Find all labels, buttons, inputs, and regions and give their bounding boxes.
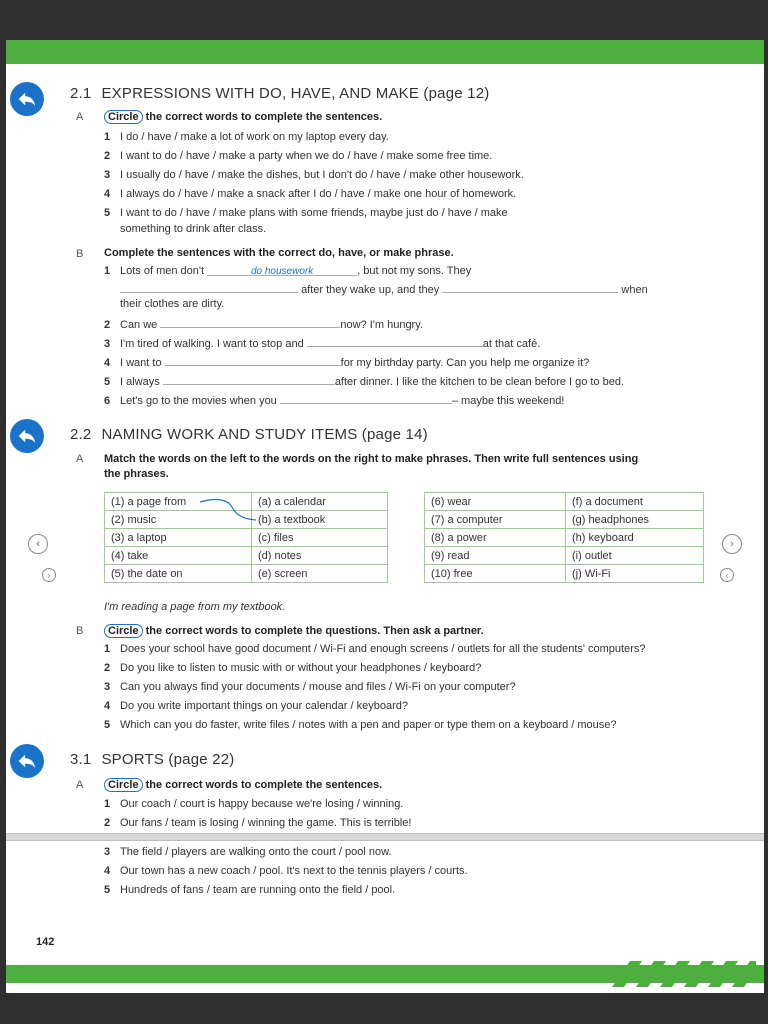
answer-blank[interactable] [165,355,341,366]
exercise-item: 5 I want to do / have / make plans with some friends, maybe just do / have / make [104,207,508,219]
table-cell[interactable]: (a) a calendar [252,493,388,511]
exercise-instruction: Match the words on the left to the words on the right to make phrases. Then write full sentences using [104,453,639,465]
table-cell[interactable]: (b) a textbook [252,511,388,529]
table-cell[interactable]: (3) a laptop [105,529,252,547]
exercise-item: 3 I usually do / have / make the dishes, but I don't do / have / make other housework. [104,169,524,181]
exercise-instruction: the phrases. [104,468,169,480]
exercise-letter: B [76,625,84,637]
table-row [105,529,388,547]
table-cell[interactable]: (4) take [105,547,252,565]
match-table-right [424,492,704,583]
exercise-letter: A [76,779,84,791]
table-row [105,565,388,583]
table-row [105,547,388,565]
swap-left-icon[interactable]: ‹ [720,568,734,582]
fill-item: 1 Lots of men don't do housework , but not my sons. They [104,265,472,277]
exercise-item: 1 Does your school have good document / Wi-Fi and enough screens / outlets for all the students' computers? [104,643,646,655]
table-cell[interactable]: (10) free [425,565,566,583]
section-title-2-2: 2.2 NAMING WORK AND STUDY ITEMS (page 14) [70,426,428,443]
table-cell[interactable]: (1) a page from [105,493,252,511]
table-cell[interactable]: (5) the date on [105,565,252,583]
page-number: 142 [36,936,55,948]
exercise-item-continued: something to drink after class. [120,223,267,235]
back-arrow-icon[interactable] [10,744,44,778]
table-cell[interactable]: (i) outlet [566,547,704,565]
table-cell[interactable]: (e) screen [252,565,388,583]
answer-blank[interactable] [120,282,298,293]
table-cell[interactable]: (j) Wi-Fi [566,565,704,583]
back-arrow-icon[interactable] [10,82,44,116]
exercise-item: 3 Can you always find your documents / mouse and files / Wi-Fi on your computer? [104,681,516,693]
table-cell[interactable]: (d) notes [252,547,388,565]
exercise-item: 2 I want to do / have / make a party when we do / have / make some free time. [104,150,493,162]
table-cell[interactable]: (g) headphones [566,511,704,529]
exercise-letter: B [76,248,84,260]
table-cell[interactable]: (6) wear [425,493,566,511]
exercise-item: 4 Our town has a new coach / pool. It's next to the tennis players / courts. [104,865,468,877]
example-sentence: I'm reading a page from my textbook. [104,601,286,613]
exercise-item: 4 Do you write important things on your calendar / keyboard? [104,700,408,712]
table-row [425,547,704,565]
exercise-item: 4 I always do / have / make a snack after I do / have / make one hour of homework. [104,188,517,200]
answer-blank[interactable] [163,374,335,385]
table-cell[interactable]: (h) keyboard [566,529,704,547]
section-title-2-1: 2.1 EXPRESSIONS WITH DO, HAVE, AND MAKE (page 12) [70,85,490,102]
exercise-item: 2 Our fans / team is losing / winning the game. This is terrible! [104,817,412,829]
previous-page-icon[interactable]: ‹ [28,534,48,554]
fill-item-continued: after they wake up, and they when [120,282,648,296]
table-row [425,529,704,547]
exercise-instruction: Complete the sentences with the correct do, have, or make phrase. [104,247,454,259]
table-row [425,493,704,511]
decorative-stripes [606,961,756,987]
answer-blank[interactable] [280,393,452,404]
exercise-letter: A [76,453,84,465]
page-break [6,833,764,841]
section-title-3-1: 3.1 SPORTS (page 22) [70,751,235,768]
top-green-bar [6,40,764,64]
fill-item: 2 Can we now? I'm hungry. [104,319,423,331]
exercise-item: 1 Our coach / court is happy because we're losing / winning. [104,798,404,810]
exercise-item: 2 Do you like to listen to music with or without your headphones / keyboard? [104,662,482,674]
table-cell[interactable]: (7) a computer [425,511,566,529]
fill-item: 6 Let's go to the movies when you – maybe this weekend! [104,395,565,407]
exercise-item: 5 Hundreds of fans / team are running onto the field / pool. [104,884,396,896]
next-page-icon[interactable]: › [722,534,742,554]
table-row [425,565,704,583]
exercise-item: 1 I do / have / make a lot of work on my laptop every day. [104,131,389,143]
answer-blank[interactable]: do housework [207,265,357,276]
table-cell[interactable]: (c) files [252,529,388,547]
swap-right-icon[interactable]: › [42,568,56,582]
table-cell[interactable]: (f) a document [566,493,704,511]
answer-blank[interactable] [307,336,483,347]
answer-blank[interactable] [160,317,340,328]
match-line [198,495,258,525]
workbook-page [6,40,764,993]
exercise-item: 5 Which can you do faster, write files / notes with a pen and paper or type them on a keyboard / mouse? [104,719,617,731]
table-cell[interactable]: (2) music [105,511,252,529]
table-cell[interactable]: (9) read [425,547,566,565]
exercise-item: 3 The field / players are walking onto the court / pool now. [104,846,392,858]
exercise-letter: A [76,111,84,123]
fill-item: 3 I'm tired of walking. I want to stop and at that café. [104,338,541,350]
table-cell[interactable]: (8) a power [425,529,566,547]
exercise-instruction: Circle the correct words to complete the sentences. [104,778,382,792]
exercise-instruction: Circle the correct words to complete the questions. Then ask a partner. [104,624,484,638]
fill-item: 4 I want to for my birthday party. Can you help me organize it? [104,357,590,369]
fill-item-continued: their clothes are dirty. [120,298,225,310]
table-row [425,511,704,529]
fill-item: 5 I always after dinner. I like the kitchen to be clean before I go to bed. [104,376,625,388]
back-arrow-icon[interactable] [10,419,44,453]
exercise-instruction: Circle the correct words to complete the sentences. [104,110,382,124]
answer-blank[interactable] [442,282,618,293]
